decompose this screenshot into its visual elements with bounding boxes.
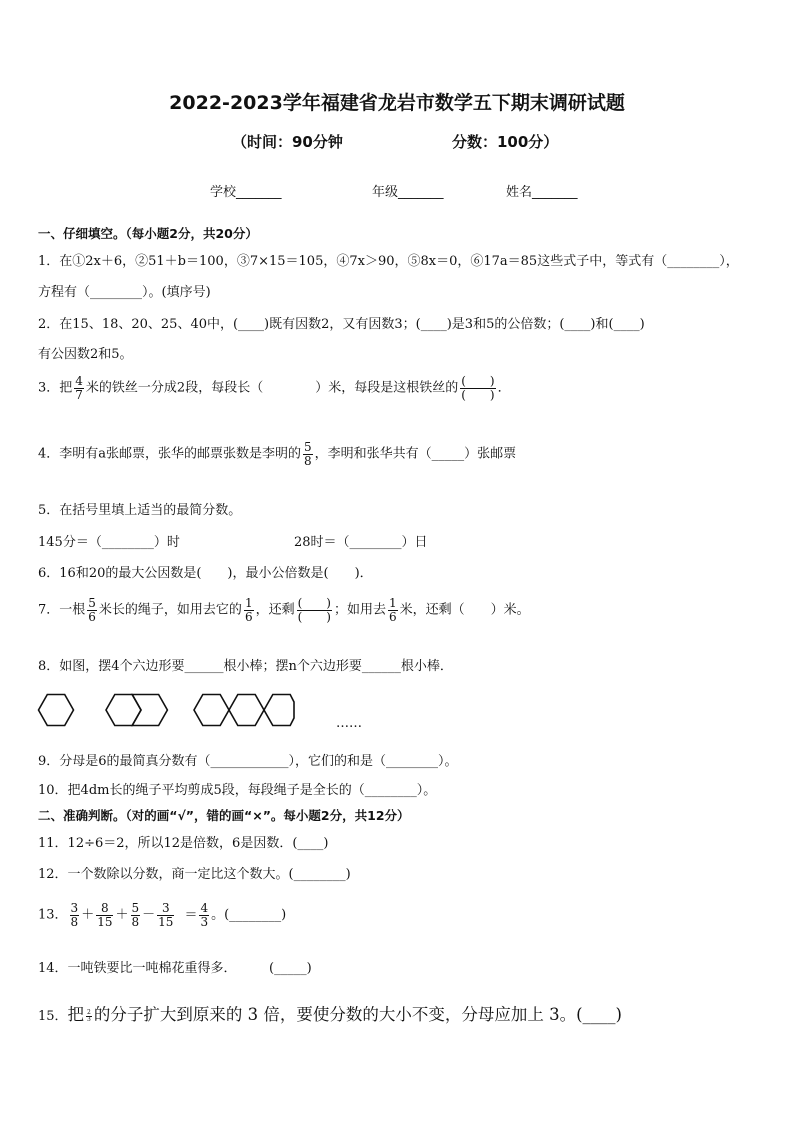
fraction: $\frac{5}{8}$ [131,901,140,929]
section-2-heading: 二、准确判断。（对的画“√”，错的画“×”。每小题2分，共12分） [38,808,410,823]
question-8: 8．如图，摆4个六边形要______根小棒；摆n个六边形要______根小棒． [38,659,453,674]
hexagon-2-chain [106,695,167,726]
question-7: 7．一根 $\frac{5}{6}$ 米长的绳子，如用去它的 $\frac{1}{6}$ ，还剩 $\frac{( )}{( )}$ ；如用去 $\frac{1}{6}$ 米，还剩（ ）米。 [38,596,530,624]
answer-fraction-blank: $\frac{( )}{( )}$ [297,596,331,624]
question-5-line1: 5．在括号里填上适当的最简分数。 [38,503,242,518]
fraction: $\frac{1}{6}$ [388,596,397,624]
ellipsis: …… [336,716,362,731]
question-2-line1: 2．在15、18、20、25、40中，(____)既有因数2，又有因数3；(____)是3和5的公倍数；(____)和(____) [38,317,645,332]
question-12: 12．一个数除以分数，商一定比这个数大。(________) [38,867,351,882]
question-6: 6．16和20的最大公因数是( )，最小公倍数是( )． [38,566,373,581]
q3-pre: 3．把 [38,380,73,396]
q3-post: ． [497,380,511,396]
q3-mid: 米的铁丝一分成2段，每段长（ ）米，每段是这根铁丝的 [85,380,459,396]
fraction: $\frac{5}{8}$ [304,440,312,468]
q4-pre: 4．李明有a张邮票，张华的邮票张数是李明的 [38,446,302,462]
school-field: 学校_______ [210,185,282,200]
fraction: $\frac{4}{3}$ [200,901,209,929]
hexagon-1 [39,695,74,726]
page-title: 2022-2023学年福建省龙岩市数学五下期末调研试题 [169,92,625,114]
fraction: $\frac{3}{8}$ [70,901,79,929]
question-13: 13． $\frac{3}{8}$ ＋ $\frac{8}{15}$ ＋ $\frac{5}{8}$ － $\frac{3}{15}$ ＝ $\frac{4}{3}$ 。(________) [38,901,287,929]
grade-field: 年级_______ [372,185,444,200]
question-14: 14．一吨铁要比一吨棉花重得多． (_____) [38,961,312,976]
fraction: $\frac{1}{6}$ [244,596,253,624]
question-15: 15．把 $\frac{2}{3}$ 的分子扩大到原来的 3 倍，要使分数的大小不变，分母应加上 3。(____) [38,1005,622,1024]
question-11: 11．12÷6＝2，所以12是倍数，6是因数．(____) [38,836,329,851]
question-4 [38,441,516,467]
fraction: $\frac{5}{6}$ [88,596,96,624]
hexagon-3-chain [194,695,294,726]
answer-fraction-blank: $\frac{( )}{( )}$ [461,374,495,402]
q4-post: ，李明和张华共有（_____）张邮票 [314,446,517,462]
fraction: $\frac{3}{15}$ [158,901,174,929]
question-9: 9．分母是6的最简真分数有（____________），它们的和是（________）。 [38,754,458,769]
section-1-heading: 一、仔细填空。（每小题2分，共20分） [38,226,258,241]
question-1-line2: 方程有（________）。(填序号) [38,285,211,300]
question-5-b: 28时＝（________）日 [294,535,428,550]
fraction: $\frac{4}{7}$ [75,374,83,402]
exam-time: （时间：90分钟 [232,133,343,151]
question-5-a: 145分＝（________）时 [38,535,180,550]
name-field: 姓名_______ [506,185,578,200]
question-3 [38,375,511,401]
tiny-fraction: $\frac{2}{3}$ [87,1008,91,1023]
question-10: 10．把4dm长的绳子平均剪成5段，每段绳子是全长的（________）。 [38,783,437,798]
exam-score: 分数：100分） [452,133,559,151]
question-1-line1: 1．在①2x＋6，②51＋b＝100，③7×15＝105，④7x＞90，⑤8x＝0，⑥17a＝85这些式子中，等式有（________）， [38,254,739,269]
fraction: $\frac{8}{15}$ [97,901,113,929]
question-2-line2: 有公因数2和5。 [38,347,133,362]
hexagon-figures [36,688,296,732]
